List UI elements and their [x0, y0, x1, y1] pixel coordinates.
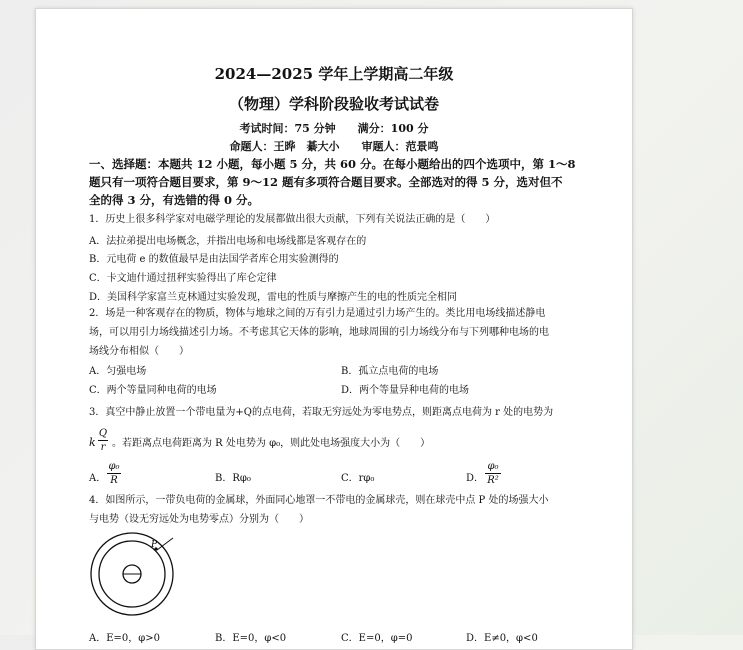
- exam-title-line2: （物理）学科阶段验收考试试卷: [228, 95, 439, 113]
- q1-option-d: D．美国科学家富兰克林通过实验发现，雷电的性质与摩擦产生的电的性质完全相同: [89, 292, 458, 303]
- q4-figure: [89, 529, 179, 623]
- q3-k: k: [89, 436, 96, 449]
- q4-option-b: B．E=0，φ<0: [215, 633, 287, 644]
- section-instructions: [89, 155, 579, 209]
- q3-fraction-numerator: Q: [98, 428, 108, 439]
- q3-option-b: B．Rφ₀: [215, 473, 251, 484]
- q1-option-b: B．元电荷 e 的数值最早是由法国学者库仑用实验测得的: [89, 254, 339, 265]
- q3-option-d-denominator: R²: [487, 475, 499, 486]
- section-line-1: 一、选择题：本题共 12 小题，每小题 5 分，共 60 分。在每小题给出的四个选项中，第 1～8: [89, 157, 576, 171]
- q2-option-a: A．匀强电场: [89, 366, 147, 377]
- q3-potential-fraction: [98, 428, 108, 453]
- q3-option-d-fraction: [485, 461, 501, 486]
- q4-option-c: C．E=0，φ=0: [341, 633, 413, 644]
- q3-option-a-denominator: R: [110, 475, 118, 486]
- q2-option-b: B．孤立点电荷的电场: [341, 366, 439, 377]
- q4-option-d: D．E≠0，φ<0: [466, 633, 538, 644]
- q3-line-2: 。若距离点电荷距离为 R 处电势为 φ₀，则此处电场强度大小为（ ）: [112, 438, 431, 449]
- q3-option-c: C．rφ₀: [341, 473, 375, 484]
- exam-info: 考试时间：75 分钟 满分：100 分: [239, 122, 429, 135]
- q3-option-d-numerator: φ₀: [487, 461, 499, 472]
- exam-page: [35, 8, 633, 650]
- q3-option-a-label: A．: [89, 473, 107, 484]
- section-line-2: 题只有一项符合题目要求，第 9～12 题有多项符合题目要求。全部选对的得 5 分，选对但不: [89, 175, 563, 189]
- q2-option-c: C．两个等量同种电荷的电场: [89, 385, 217, 396]
- section-line-3: 全的得 3 分，有选错的得 0 分。: [89, 193, 260, 207]
- q1-option-c: C．卡文迪什通过扭秤实验得出了库仑定律: [89, 273, 277, 284]
- q2-line-2: 场，可以用引力场线描述引力场。不考虑其它天体的影响，地球周围的引力场线分布与下列哪种电场的电: [89, 327, 549, 338]
- q3-line-1: 3．真空中静止放置一个带电量为+Q的点电荷，若取无穷远处为零电势点，则距离点电荷为 r 处的电势为: [89, 407, 554, 418]
- q2-option-d: D．两个等量异种电荷的电场: [341, 385, 470, 396]
- q3-option-a-fraction: [107, 461, 121, 486]
- q2-line-1: 2．场是一种客观存在的物质，物体与地球之间的万有引力是通过引力场产生的。类比用电场线描述静电: [89, 308, 546, 319]
- q2-line-3: 场线分布相似（ ）: [89, 346, 189, 357]
- exam-authors: 命题人：王晔 綦大小 审题人：范景鸣: [229, 140, 439, 153]
- q1-option-a: A．法拉弟提出电场概念，并指出电场和电场线都是客观存在的: [89, 236, 367, 247]
- q1-stem: 1．历史上很多科学家对电磁学理论的发展都做出很大贡献，下列有关说法正确的是（ ）: [89, 214, 496, 225]
- q4-line-2: 与电势（设无穷远处为电势零点）分别为（ ）: [89, 514, 309, 525]
- q4-line-1: 4．如图所示，一带负电荷的金属球，外面同心地罩一不带电的金属球壳，则在球壳中点 P 处的场强大小: [89, 495, 549, 506]
- q3-fraction-denominator: r: [100, 442, 106, 453]
- q4-option-a: A．E=0，φ>0: [89, 633, 161, 644]
- concentric-shell-diagram: [89, 529, 179, 619]
- point-p-label: P: [151, 540, 158, 550]
- q3-option-a-numerator: φ₀: [108, 461, 120, 472]
- q3-option-d-label: D．: [466, 473, 485, 484]
- exam-title-line1: 2024—2025 学年上学期高二年级: [214, 65, 454, 83]
